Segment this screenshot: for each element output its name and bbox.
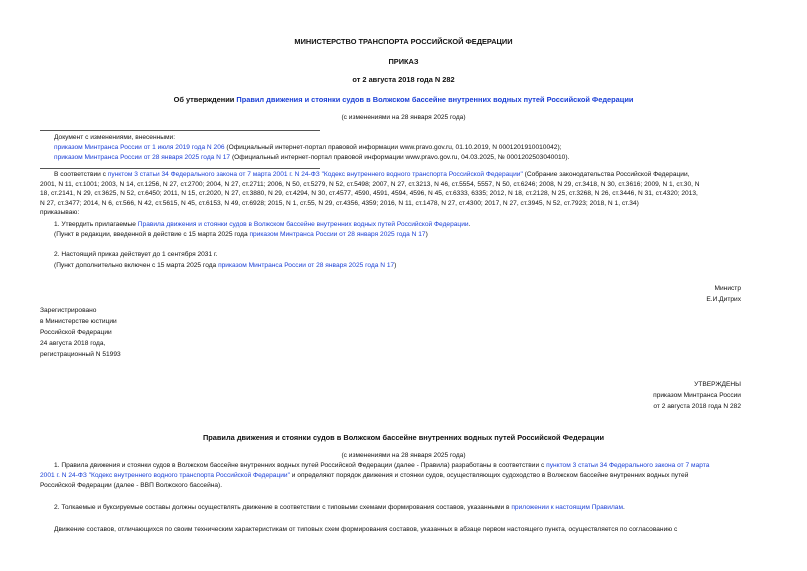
- rules-link[interactable]: Правила движения и стоянки судов в Волжском бассейне внутренних водных путей Российской Федерации: [137, 221, 469, 228]
- law-link[interactable]: пунктом 3 статьи 34 Федерального закона от 7 марта 2001 г. N 24-ФЗ "Кодекс внутреннего водного транспорта Российской Федерации": [107, 171, 523, 178]
- doc-date: от 2 августа 2018 года N 282: [352, 75, 455, 84]
- order-text: ): [394, 262, 397, 269]
- rules-paragraph-line: Движение составов, отличающихся по своим техническим характеристикам от типовых схем формирования составов, указанных в абзаце первом настоящего пункта, осуществляется по согласованию с: [54, 526, 678, 533]
- ministry-heading: МИНИСТЕРСТВО ТРАНСПОРТА РОССИЙСКОЙ ФЕДЕРАЦИИ: [294, 37, 513, 46]
- order-text: .: [468, 221, 471, 228]
- rules-paragraph-line: [54, 462, 709, 471]
- order-item: [54, 221, 470, 230]
- amendments-intro: Документ с изменениями, внесенными:: [54, 134, 176, 141]
- preamble-line: 2001, N 11, ст.1001; 2003, N 14, ст.1256, N 27, ст.2700; 2004, N 27, ст.2711; 2006, N 50, ст.5279, N 52, ст.5498; 2007, N 27, ст.3213, N 46, ст.5554, 5557, N 50, ст.6246; 2008, N 29, ст.3418, N 30, ст.3616; 2009, N 1, ст.30, N: [40, 180, 700, 188]
- registration-line: регистрационный N 51993: [40, 351, 121, 358]
- rules-text: и определяют порядок движения и стоянки судов, осуществляющих судоходство в Волжском бассейне внутренних водных путей: [289, 472, 689, 479]
- order-text: (Пункт в редакции, введенной в действие с 15 марта 2025 года: [54, 231, 250, 238]
- order-text: (Пункт дополнительно включен с 15 марта 2025 года: [54, 262, 219, 269]
- amendment-link[interactable]: приказом Минтранса России от 28 января 2025 года N 17: [218, 262, 395, 269]
- rules-title-link[interactable]: Правил движения и стоянки судов в Волжском бассейне внутренних водных путей Российской Федерации: [236, 95, 634, 104]
- rules-title: Правила движения и стоянки судов в Волжском бассейне внутренних водных путей Российской Федерации: [202, 433, 605, 442]
- rules-text: .: [623, 504, 625, 511]
- amendment-text: (Официальный интернет-портал правовой информации www.pravo.gov.ru, 01.10.2019, N 0001201910010042);: [224, 144, 562, 151]
- law-link[interactable]: 2001 г. N 24-ФЗ "Кодекс внутреннего водного транспорта Российской Федерации": [40, 472, 290, 479]
- approved-line: от 2 августа 2018 года N 282: [653, 403, 741, 410]
- amendment-link[interactable]: приказом Минтранса России от 28 января 2025 года N 17: [249, 231, 426, 238]
- rules-text: 1. Правила движения и стоянки судов в Волжском бассейне внутренних водных путей Российской Федерации (далее - Правила) разработаны в соответствии с: [54, 462, 547, 469]
- amendment-item: [54, 154, 569, 163]
- preamble-text: В соответствии с: [54, 171, 108, 178]
- preamble-line: N 27, ст.3477; 2014, N 6, ст.566, N 42, ст.5615, N 45, ст.6153, N 49, ст.6928; 2015, N 1, ст.55, N 29, ст.4356, 4359; 2016, N 11, ст.1478, N 27, ст.4300; 2017, N 27, ст.3945, N 52, ст.7923; 2018, N 1, ст.34): [40, 199, 639, 207]
- order-text: 1. Утвердить прилагаемые: [54, 221, 138, 228]
- rules-revision-note: (с изменениями на 28 января 2025 года): [341, 452, 466, 459]
- preamble-line: приказываю:: [40, 209, 80, 216]
- doc-title-prefix: Об утверждении: [173, 95, 237, 104]
- amendment-item: [54, 144, 562, 153]
- rules-paragraph-line: [40, 472, 688, 481]
- doc-type: ПРИКАЗ: [388, 57, 419, 66]
- preamble-line: 18, ст.2141, N 29, ст.3625, N 52, ст.6450; 2011, N 15, ст.2020, N 27, ст.3880, N 29, ст.4294, N 30, ст.4577, 4590, 4591, 4594, 4596, N 45, ст.6333, 6335; 2012, N 18, ст.2128, N 25, ст.3268, N 26, ст.3446, N 31, ст.4320; 2013,: [40, 190, 698, 197]
- amendment-link[interactable]: приказом Минтранса России от 1 июля 2019 года N 206: [54, 144, 225, 151]
- order-text: ): [425, 231, 428, 238]
- rules-paragraph-line: Российской Федерации (далее - ВВП Волжского бассейна).: [40, 482, 223, 489]
- signature-name: Е.И.Дитрих: [706, 296, 741, 303]
- law-link[interactable]: пунктом 3 статьи 34 Федерального закона от 7 марта: [546, 462, 710, 469]
- order-item: [54, 251, 217, 260]
- appendix-link[interactable]: приложении к настоящим Правилам: [511, 504, 623, 511]
- divider: [40, 130, 320, 131]
- rules-text: 2. Толкаемые и буксируемые составы должны осуществлять движение в соответствии с типовыми схемами формирования составов, указанными в: [54, 504, 512, 511]
- order-note: [54, 262, 396, 271]
- order-note: [54, 231, 428, 240]
- approved-heading: УТВЕРЖДЕНЫ: [694, 381, 741, 388]
- approved-line: приказом Минтранса России: [653, 392, 741, 399]
- divider: [40, 168, 320, 169]
- registration-line: 24 августа 2018 года,: [40, 340, 106, 347]
- registration-line: в Министерстве юстиции: [40, 318, 117, 325]
- signature-position: Министр: [714, 285, 741, 292]
- preamble-line: [54, 171, 690, 180]
- rules-paragraph-line: [54, 504, 625, 513]
- amendment-text: (Официальный интернет-портал правовой информации www.pravo.gov.ru, 04.03.2025, № 0001202503040010).: [230, 154, 570, 161]
- revision-note: (с изменениями на 28 января 2025 года): [341, 114, 466, 121]
- registration-line: Российской Федерации: [40, 329, 112, 336]
- amendment-link[interactable]: приказом Минтранса России от 28 января 2025 года N 17: [54, 154, 231, 161]
- preamble-text: (Собрание законодательства Российской Федерации,: [522, 171, 690, 178]
- registration-line: Зарегистрировано: [40, 307, 97, 314]
- order-text: 2. Настоящий приказ действует до 1 сентября 2031 г.: [54, 251, 218, 258]
- doc-title: [0, 96, 807, 105]
